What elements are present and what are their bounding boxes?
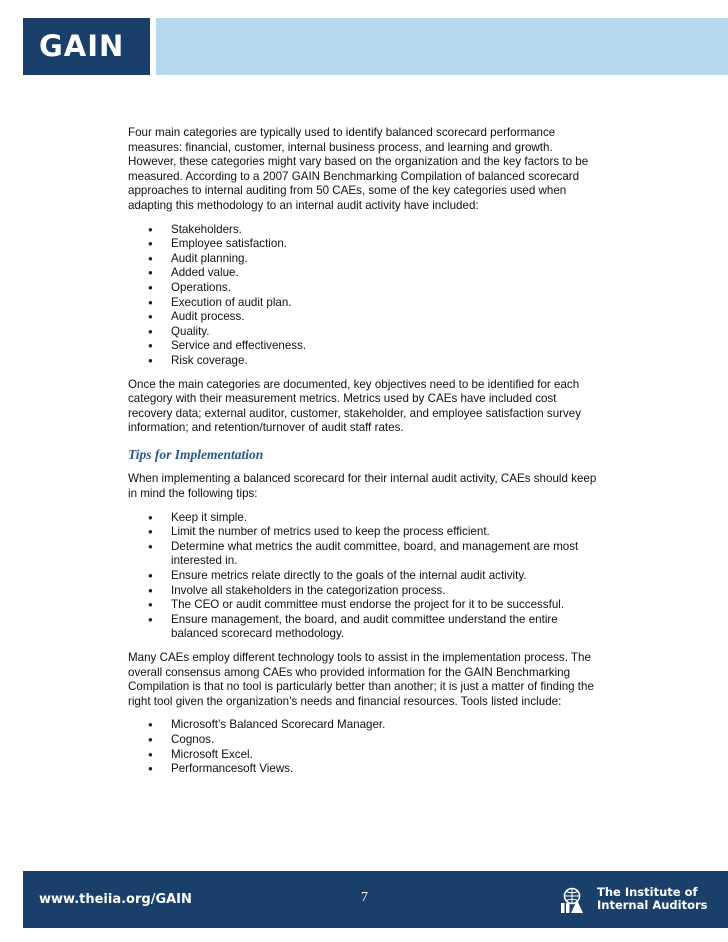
list-item: ● Cognos. (171, 733, 603, 748)
list-item: ● Involve all stakeholders in the categorization process. (171, 584, 603, 599)
tools-list (128, 718, 603, 776)
tips-heading: Tips for Implementation (128, 446, 264, 462)
categories-list (128, 223, 603, 369)
tips-intro: When implementing a balanced scorecard for their internal audit activity, CAEs should keep in mind the following tips: (128, 472, 597, 501)
list-item: ● Microsoft’s Balanced Scorecard Manager. (171, 718, 603, 733)
page-number: 7 (361, 890, 368, 905)
list-item: ● Added value. (171, 266, 603, 281)
list-item: ● Audit process. (171, 310, 603, 325)
list-item: ● The CEO or audit committee must endorse the project for it to be successful. (171, 598, 603, 613)
iia-globe-icon (561, 886, 593, 914)
organization-name-line1: The Institute of (597, 885, 698, 899)
list-item: ● Operations. (171, 281, 603, 296)
list-item: ● Service and effectiveness. (171, 339, 603, 354)
list-item: ● Execution of audit plan. (171, 296, 603, 311)
list-item: ● Determine what metrics the audit committee, board, and management are most interested in. (171, 540, 603, 569)
iia-logo (561, 884, 721, 918)
gain-logo (23, 18, 150, 75)
list-item: ● Performancesoft Views. (171, 762, 603, 777)
footer-band (23, 871, 728, 928)
page-content (128, 126, 603, 786)
intro-paragraph: Four main categories are typically used to identify balanced scorecard performance measures: financial, customer, internal business process, and learning and growth. However, these categories might vary based on the organization and the key factors to be measured. According to a 2007 GAIN Benchmarking Compilation of balanced scorecard approaches to internal auditing from 50 CAEs, some of the key categories used when adapting this methodology to an internal audit activity have included: (128, 126, 589, 212)
list-item: ● Limit the number of metrics used to keep the process efficient. (171, 525, 603, 540)
list-item: ● Ensure metrics relate directly to the goals of the internal audit activity. (171, 569, 603, 584)
organization-name-line2: Internal Auditors (597, 898, 708, 912)
list-item: ● Ensure management, the board, and audit committee understand the entire balanced scorecard methodology. (171, 613, 603, 642)
list-item: ● Microsoft Excel. (171, 748, 603, 763)
footer-url-link[interactable]: www.theiia.org/GAIN (39, 892, 192, 907)
tips-list (128, 511, 603, 642)
objectives-paragraph: Once the main categories are documented, key objectives need to be identified for each category with their measurement metrics. Metrics used by CAEs have included cost recovery data; external auditor, customer, stakeholder, and employee satisfaction survey information; and retention/turnover of audit staff rates. (128, 377, 582, 435)
header-band (156, 18, 728, 75)
gain-logo-text: GAIN (39, 29, 125, 63)
list-item: ● Risk coverage. (171, 354, 603, 369)
list-item: ● Stakeholders. (171, 223, 603, 238)
list-item: ● Employee satisfaction. (171, 237, 603, 252)
list-item: ● Quality. (171, 325, 603, 340)
list-item: ● Keep it simple. (171, 511, 603, 526)
organization-name (597, 886, 708, 912)
list-item: ● Audit planning. (171, 252, 603, 267)
tools-paragraph: Many CAEs employ different technology tools to assist in the implementation process. The overall consensus among CAEs who provided information for the GAIN Benchmarking Compilation is that no tool is particularly better than another; it is just a matter of finding the right tool given the organization’s needs and financial resources. Tools listed include: (128, 651, 594, 708)
